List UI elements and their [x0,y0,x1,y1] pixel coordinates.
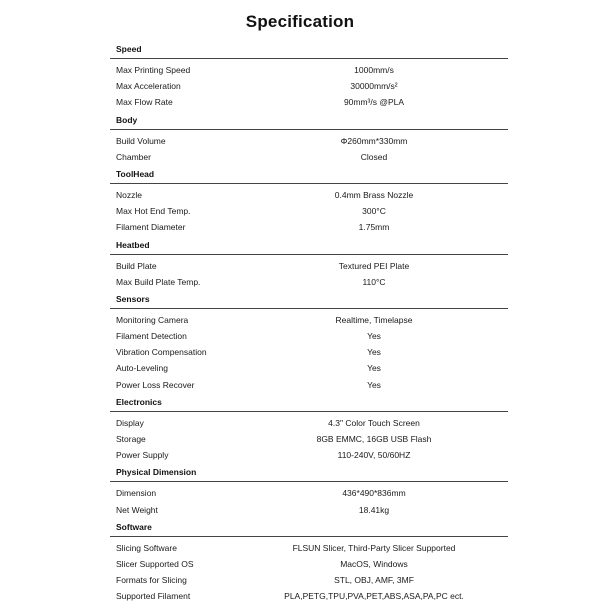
spec-row [110,360,508,376]
section-heading: Speed [110,40,508,59]
spec-row [110,274,508,290]
spec-value: Closed [360,151,388,162]
spec-label: Slicer Supported OS [116,558,194,569]
spec-row [110,258,508,274]
spec-label: Vibration Compensation [116,347,207,358]
spec-value: Yes [367,363,381,374]
spec-value: 1000mm/s [354,65,394,75]
spec-row [110,62,508,78]
spec-label: Dimension [116,488,157,499]
spec-label: Filament Detection [116,331,187,342]
spec-table [110,40,508,605]
spec-label: Max Acceleration [116,81,181,92]
spec-label: Max Flow Rate [116,97,173,108]
section-heading: ToolHead [110,165,508,184]
spec-value: 18.41kg [358,504,390,515]
spec-row [110,203,508,219]
spec-value: 110-240V, 50/60HZ [337,450,411,461]
spec-label: Chamber [116,151,151,162]
section-heading: Sensors [110,290,508,309]
spec-row [110,149,508,165]
spec-label: Max Hot End Temp. [116,206,191,217]
spec-row [110,540,508,556]
spec-label: Build Plate [116,260,157,271]
spec-label: Storage [116,434,146,444]
spec-row [110,415,508,431]
spec-label: Monitoring Camera [116,314,189,325]
spec-label: Power Loss Recover [116,379,195,390]
spec-value: Yes [367,347,381,358]
section-software [110,518,508,605]
spec-row [110,328,508,344]
spec-label: Slicing Software [116,542,177,553]
section-toolhead [110,165,508,236]
spec-label: Power Supply [116,450,169,461]
section-heading: Electronics [110,393,508,412]
spec-row [110,431,508,447]
section-speed [110,40,508,111]
spec-value: Yes [367,379,381,390]
section-heading: Software [110,518,508,537]
spec-value: 1.75mm [358,222,390,233]
spec-label: Max Build Plate Temp. [116,276,201,287]
section-heading: Body [110,111,508,130]
spec-value: 4.3" Color Touch Screen [328,417,420,428]
spec-label: Build Volume [116,135,166,146]
spec-value: 436*490*836mm [342,488,406,499]
spec-label: Formats for Slicing [116,575,187,586]
spec-value: 300°C [362,206,386,217]
spec-row [110,78,508,94]
spec-value: 90mm³/s @PLA [343,97,405,108]
spec-label: Auto-Leveling [116,363,168,374]
section-sensors [110,290,508,393]
section-heading: Heatbed [110,236,508,255]
section-body [110,111,508,165]
spec-row [110,133,508,149]
spec-value: 8GB EMMC, 16GB USB Flash [316,434,432,444]
section-heatbed [110,236,508,290]
spec-row [110,447,508,463]
spec-label: Net Weight [116,504,158,515]
spec-value: STL, OBJ, AMF, 3MF [334,575,414,586]
spec-row [110,94,508,110]
spec-row [110,219,508,235]
spec-row [110,588,508,604]
section-heading: Physical Dimension [110,463,508,482]
spec-value: 0.4mm Brass Nozzle [334,189,414,200]
spec-value: Φ260mm*330mm [340,135,408,146]
spec-row [110,485,508,501]
spec-value: MacOS, Windows [340,558,408,569]
spec-value: Realtime, Timelapse [335,314,413,325]
spec-row [110,556,508,572]
spec-label: Nozzle [116,189,142,200]
spec-row [110,377,508,393]
spec-row [110,502,508,518]
spec-row [110,187,508,203]
spec-row [110,572,508,588]
spec-value: FLSUN Slicer, Third-Party Slicer Supported [292,542,456,553]
spec-label: Supported Filament [116,591,191,602]
spec-label: Max Printing Speed [116,65,191,75]
spec-row [110,344,508,360]
spec-value: Textured PEI Plate [338,260,410,271]
page-title: Specification [245,12,355,31]
spec-value: PLA,PETG,TPU,PVA,PET,ABS,ASA,PA,PC ect. [284,591,464,602]
spec-value: 110°C [362,276,386,287]
spec-value: 30000mm/s² [350,81,398,92]
section-physical-dimension [110,463,508,517]
spec-label: Filament Diameter [116,222,186,233]
section-electronics [110,393,508,464]
spec-label: Display [116,417,144,428]
spec-row [110,312,508,328]
spec-value: Yes [367,331,381,342]
